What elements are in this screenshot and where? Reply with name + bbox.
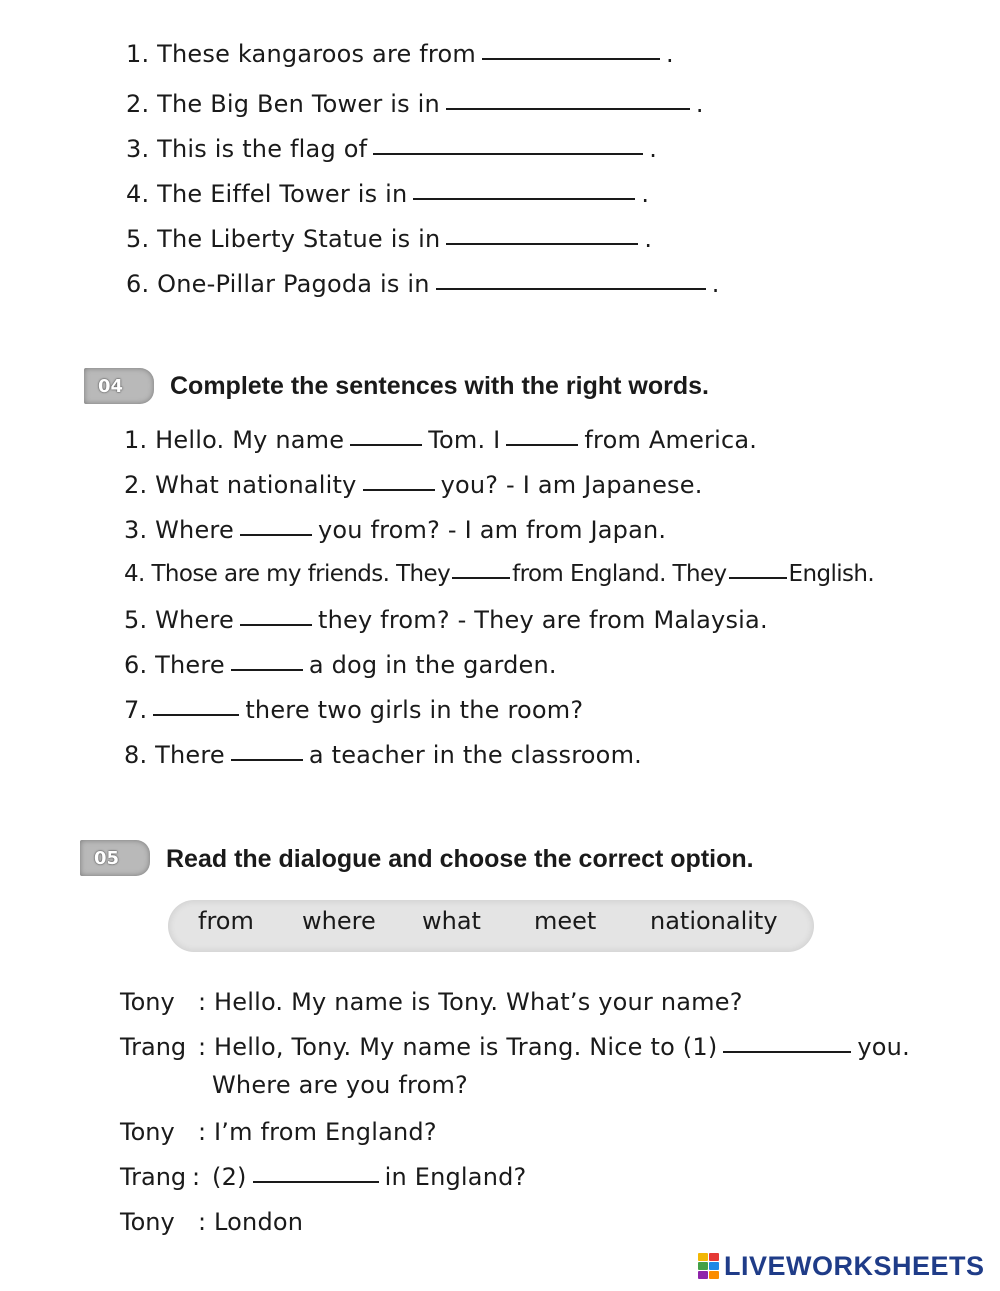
answer-blank[interactable]	[373, 151, 643, 155]
answer-blank[interactable]	[436, 286, 706, 290]
dialogue-separator: :	[198, 1118, 207, 1146]
answer-blank[interactable]	[446, 241, 638, 245]
answer-blank[interactable]	[153, 712, 239, 716]
exercise-3-item-6: 6. One-Pillar Pagoda is in .	[126, 270, 720, 298]
dialogue-line: Hello. My name is Tony. What’s your name?	[214, 988, 743, 1016]
word-bank-item: what	[422, 907, 481, 935]
exercise-3-item-4: 4. The Eiffel Tower is in .	[126, 180, 650, 208]
exercise-4-item-1: 1. Hello. My name Tom. I from America.	[124, 426, 758, 454]
exercise-number-badge: 04	[84, 368, 154, 404]
exercise-4-item-7: 7. there two girls in the room?	[124, 696, 584, 724]
dialogue-speaker: Tony	[120, 1208, 175, 1236]
word-bank-item: where	[302, 907, 376, 935]
item-text: 5. The Liberty Statue is in	[126, 225, 441, 253]
answer-blank[interactable]	[240, 622, 312, 626]
item-text: 2. The Big Ben Tower is in	[126, 90, 440, 118]
dialogue-line: (2) in England?	[212, 1163, 527, 1191]
answer-blank[interactable]	[350, 442, 422, 446]
answer-blank[interactable]	[452, 575, 510, 579]
word-bank-item: nationality	[650, 907, 778, 935]
answer-blank[interactable]	[231, 757, 303, 761]
word-bank-item: from	[198, 907, 254, 935]
exercise-4-item-3: 3. Where you from? - I am from Japan.	[124, 516, 667, 544]
answer-blank[interactable]	[723, 1049, 851, 1053]
exercise-4-item-6: 6. There a dog in the garden.	[124, 651, 557, 679]
dialogue-separator: :	[198, 1033, 207, 1061]
exercise-4-item-8: 8. There a teacher in the classroom.	[124, 741, 642, 769]
brand-name: LIVEWORKSHEETS	[724, 1250, 985, 1281]
item-text: 6. One-Pillar Pagoda is in	[126, 270, 430, 298]
dialogue-line-continued: Where are you from?	[212, 1071, 468, 1099]
item-text: 1. These kangaroos are from	[126, 40, 476, 68]
item-text: 4. The Eiffel Tower is in	[126, 180, 408, 208]
answer-blank[interactable]	[729, 575, 787, 579]
dialogue-speaker: Trang	[120, 1033, 187, 1061]
dialogue-speaker: Trang	[120, 1163, 187, 1191]
dialogue-line: Hello, Tony. My name is Trang. Nice to (1) you.	[214, 1033, 910, 1061]
dialogue-separator: :	[198, 988, 207, 1016]
answer-blank[interactable]	[363, 487, 435, 491]
dialogue-speaker: Tony	[120, 988, 175, 1016]
dialogue-line: I’m from England?	[214, 1118, 437, 1146]
exercise-5-heading: Read the dialogue and choose the correct option.	[166, 845, 754, 873]
answer-blank[interactable]	[482, 56, 660, 60]
answer-blank[interactable]	[446, 106, 690, 110]
answer-blank[interactable]	[413, 196, 635, 200]
answer-blank[interactable]	[231, 667, 303, 671]
liveworksheets-logo-icon	[698, 1253, 720, 1279]
exercise-4-item-2: 2. What nationality you? - I am Japanese.	[124, 471, 703, 499]
exercise-3-item-3: 3. This is the flag of .	[126, 135, 658, 163]
word-bank-item: meet	[534, 907, 597, 935]
exercise-3-item-5: 5. The Liberty Statue is in .	[126, 225, 653, 253]
exercise-4-item-5: 5. Where they from? - They are from Malaysia.	[124, 606, 768, 634]
exercise-4-item-4: 4. Those are my friends. They from England. They English.	[124, 561, 875, 587]
exercise-3-item-1: 1. These kangaroos are from .	[126, 40, 674, 68]
liveworksheets-logo[interactable]	[698, 1250, 985, 1282]
exercise-4-heading: Complete the sentences with the right words.	[170, 372, 709, 400]
dialogue-line: London	[214, 1208, 304, 1236]
dialogue-separator: :	[198, 1208, 207, 1236]
exercise-3-item-2: 2. The Big Ben Tower is in .	[126, 90, 704, 118]
answer-blank[interactable]	[240, 532, 312, 536]
answer-blank[interactable]	[506, 442, 578, 446]
dialogue-separator: :	[192, 1163, 201, 1191]
answer-blank[interactable]	[253, 1179, 379, 1183]
item-text: 3. This is the flag of	[126, 135, 368, 163]
exercise-number-badge: 05	[80, 840, 150, 876]
dialogue-speaker: Tony	[120, 1118, 175, 1146]
